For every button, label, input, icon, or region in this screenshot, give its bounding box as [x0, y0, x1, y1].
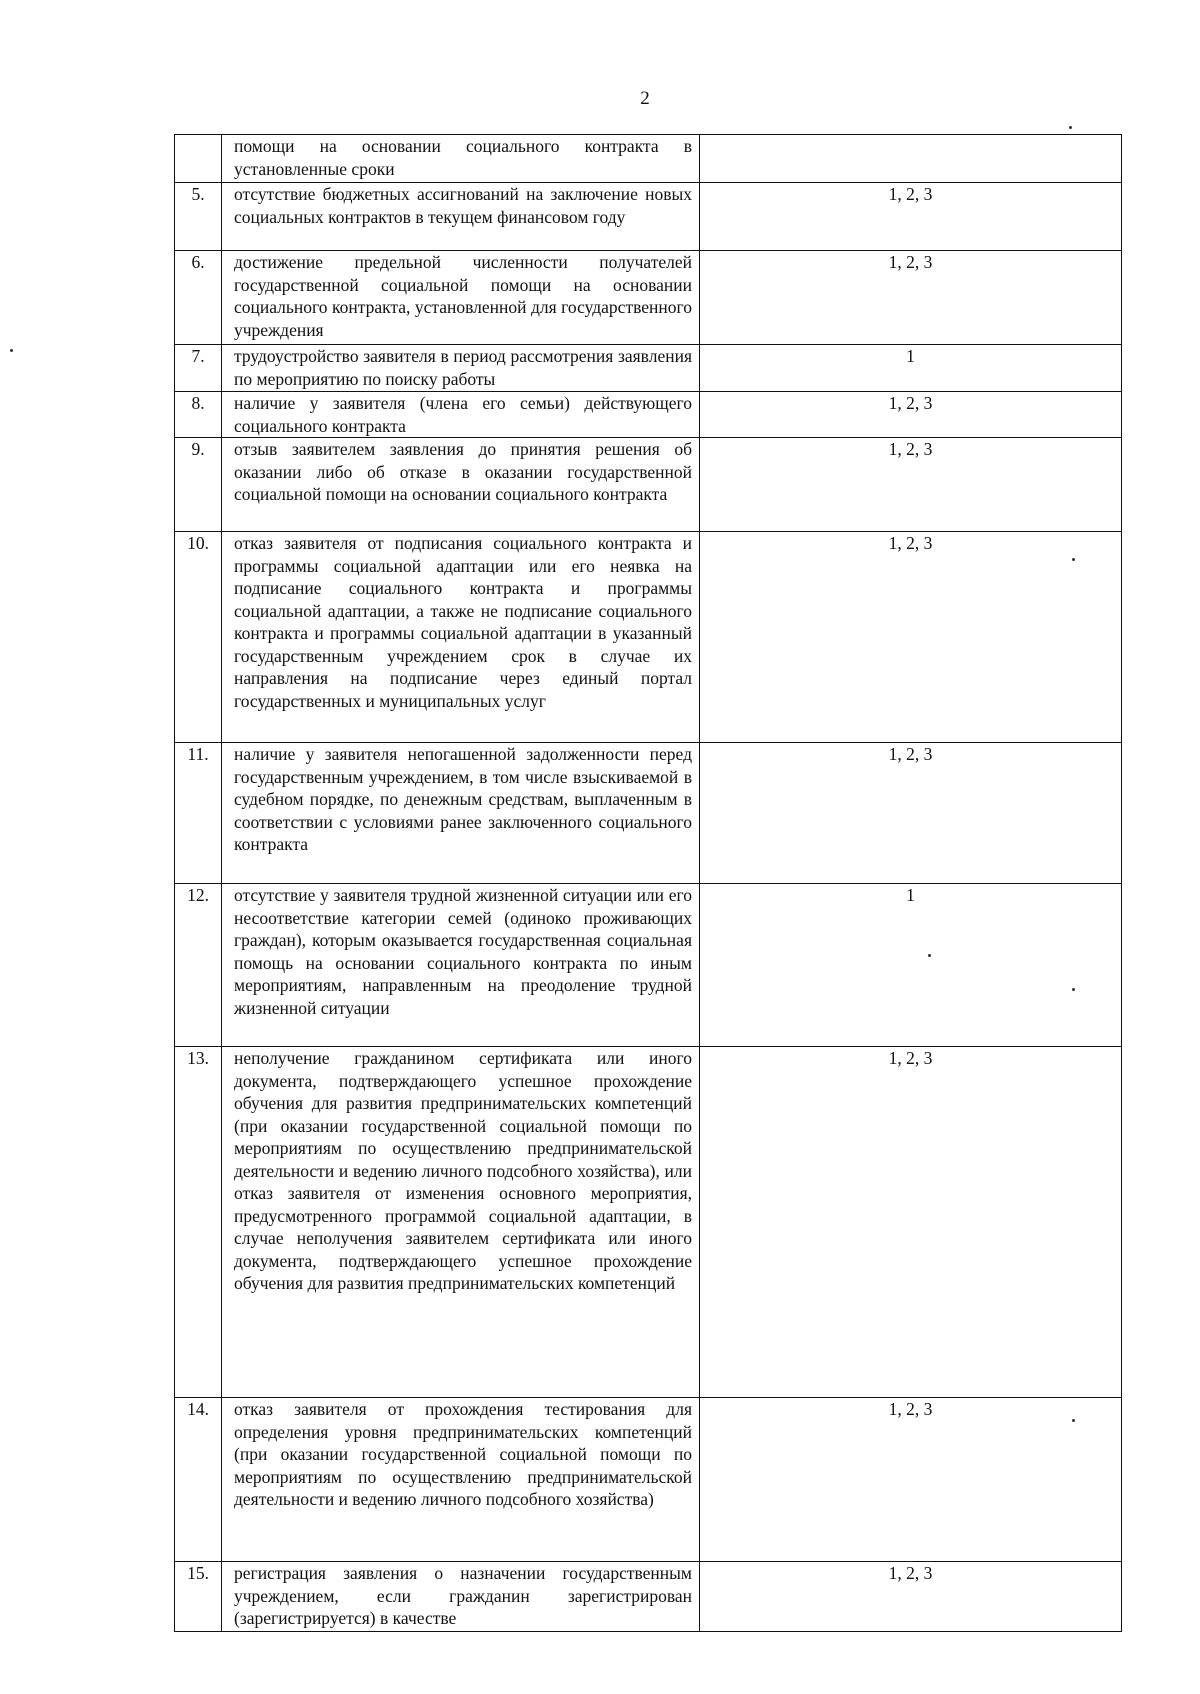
reasons-table: [174, 134, 1122, 1632]
row-codes: [700, 135, 1122, 183]
row-reason: регистрация заявления о назначении государственным учреждением, если гражданин зарегистрирован (зарегистрируется) в качестве: [222, 1562, 700, 1632]
row-number: 12.: [175, 884, 222, 1047]
row-codes: 1, 2, 3: [700, 1047, 1122, 1398]
table-row: [175, 392, 1122, 438]
row-number: 6.: [175, 251, 222, 345]
row-codes: 1, 2, 3: [700, 438, 1122, 532]
row-number: 11.: [175, 743, 222, 884]
row-codes: 1: [700, 884, 1122, 1047]
row-codes: 1, 2, 3: [700, 1562, 1122, 1632]
row-codes: 1, 2, 3: [700, 392, 1122, 438]
scan-speck: [10, 349, 13, 352]
scan-speck: [1072, 988, 1075, 991]
row-number: 13.: [175, 1047, 222, 1398]
row-reason: отсутствие бюджетных ассигнований на заключение новых социальных контрактов в текущем финансовом году: [222, 183, 700, 251]
scan-speck: [1072, 1419, 1075, 1422]
row-reason: отказ заявителя от подписания социального контракта и программы социальной адаптации или его неявка на подписание социального контракта и программы социальной адаптации, а также не подписание социального контракта и программы социальной адаптации в указанный государственным учреждением срок в случае их направления на подписание через единый портал государственных и муниципальных услуг: [222, 532, 700, 743]
row-codes: 1, 2, 3: [700, 532, 1122, 743]
table-row: [175, 743, 1122, 884]
scan-speck: [928, 954, 931, 957]
table-row: [175, 532, 1122, 743]
scan-speck: [1072, 558, 1075, 561]
scan-speck: [1069, 126, 1072, 129]
table-row: [175, 1398, 1122, 1562]
row-number: 10.: [175, 532, 222, 743]
table-row: [175, 251, 1122, 345]
row-number: 9.: [175, 438, 222, 532]
row-codes: 1, 2, 3: [700, 1398, 1122, 1562]
row-reason: отзыв заявителем заявления до принятия решения об оказании либо об отказе в оказании государственной социальной помощи на основании социального контракта: [222, 438, 700, 532]
row-reason: наличие у заявителя (члена его семьи) действующего социального контракта: [222, 392, 700, 438]
row-reason: неполучение гражданином сертификата или иного документа, подтверждающего успешное прохождение обучения для развития предпринимательских компетенций (при оказании государственной социальной помощи по мероприятиям по осуществлению предпринимательской деятельности и ведению личного подсобного хозяйства), или отказ заявителя от изменения основного мероприятия, предусмотренного программой социальной адаптации, в случае неполучения заявителем сертификата или иного документа, подтверждающего успешное прохождение обучения для развития предпринимательских компетенций: [222, 1047, 700, 1398]
row-reason: наличие у заявителя непогашенной задолженности перед государственным учреждением, в том числе взыскиваемой в судебном порядке, по денежным средствам, выплаченным в соответствии с условиями ранее заключенного социального контракта: [222, 743, 700, 884]
row-number: 8.: [175, 392, 222, 438]
row-codes: 1: [700, 345, 1122, 392]
table-row: [175, 438, 1122, 532]
table-row: [175, 183, 1122, 251]
row-reason: трудоустройство заявителя в период рассмотрения заявления по мероприятию по поиску работы: [222, 345, 700, 392]
page-number: 2: [640, 88, 650, 109]
table-row: [175, 1047, 1122, 1398]
table-row: [175, 345, 1122, 392]
row-codes: 1, 2, 3: [700, 251, 1122, 345]
row-reason: помощи на основании социального контракта в установленные сроки: [222, 135, 700, 183]
table-row: [175, 135, 1122, 183]
row-number: 14.: [175, 1398, 222, 1562]
row-reason: отказ заявителя от прохождения тестирования для определения уровня предпринимательских компетенций (при оказании государственной социальной помощи по мероприятиям по осуществлению предпринимательской деятельности и ведению личного подсобного хозяйства): [222, 1398, 700, 1562]
row-codes: 1, 2, 3: [700, 183, 1122, 251]
table-row: [175, 1562, 1122, 1632]
table-row: [175, 884, 1122, 1047]
row-number: [175, 135, 222, 183]
row-codes: 1, 2, 3: [700, 743, 1122, 884]
row-number: 7.: [175, 345, 222, 392]
row-number: 5.: [175, 183, 222, 251]
row-reason: отсутствие у заявителя трудной жизненной ситуации или его несоответствие категории семей (одиноко проживающих граждан), которым оказывается государственная социальная помощь на основании социального контракта по иным мероприятиям, направленным на преодоление трудной жизненной ситуации: [222, 884, 700, 1047]
row-reason: достижение предельной численности получателей государственной социальной помощи на основании социального контракта, установленной для государственного учреждения: [222, 251, 700, 345]
row-number: 15.: [175, 1562, 222, 1632]
